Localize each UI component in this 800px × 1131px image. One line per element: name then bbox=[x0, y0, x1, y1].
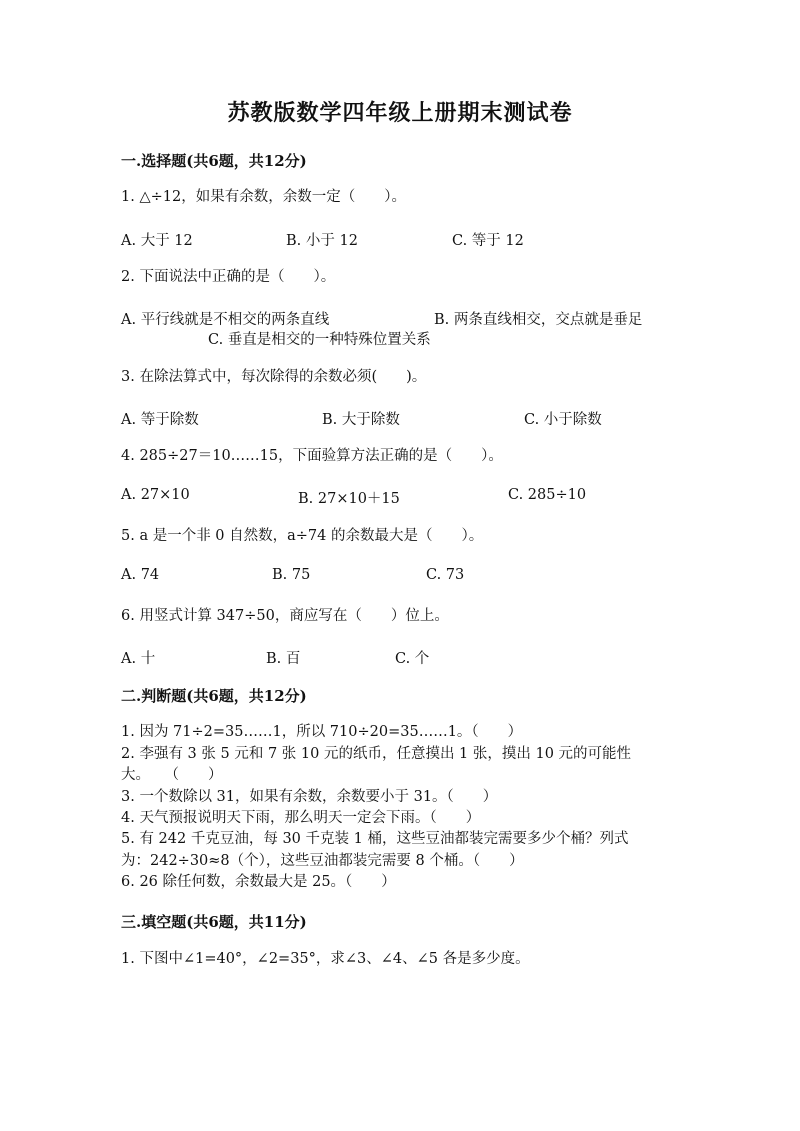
section-heading-judgment: 二.判断题(共6题，共12分) bbox=[121, 687, 307, 705]
question-1-option-a: A. 大于 12 bbox=[121, 233, 193, 249]
judgment-line-8: 6. 26 除任何数，余数最大是 25。（ ） bbox=[121, 874, 396, 890]
question-6-stem: 6. 用竖式计算 347÷50，商应写在（ ）位上。 bbox=[121, 608, 449, 624]
question-3-option-c: C. 小于除数 bbox=[524, 412, 602, 428]
question-1-stem: 1. △÷12，如果有余数，余数一定（ ）。 bbox=[121, 189, 406, 205]
judgment-line-4: 3. 一个数除以 31，如果有余数，余数要小于 31。（ ） bbox=[121, 789, 498, 805]
question-4-option-b: B. 27×10＋15 bbox=[298, 491, 400, 507]
fill-in-question-1: 1. 下图中∠1=40°，∠2=35°，求∠3、∠4、∠5 各是多少度。 bbox=[121, 951, 530, 967]
judgment-line-1: 1. 因为 71÷2=35……1，所以 710÷20=35……1。（ ） bbox=[121, 724, 523, 740]
question-6-option-a: A. 十 bbox=[121, 651, 156, 667]
judgment-line-5: 4. 天气预报说明天下雨，那么明天一定会下雨。（ ） bbox=[121, 810, 481, 826]
question-3-stem: 3. 在除法算式中，每次除得的余数必须( )。 bbox=[121, 369, 427, 385]
question-1-option-c: C. 等于 12 bbox=[452, 233, 524, 249]
question-2-option-c: C. 垂直是相交的一种特殊位置关系 bbox=[208, 332, 431, 348]
question-2-stem: 2. 下面说法中正确的是（ ）。 bbox=[121, 269, 336, 285]
judgment-line-7: 为：242÷30≈8（个），这些豆油都装完需要 8 个桶。（ ） bbox=[121, 853, 524, 869]
section-heading-fill-in: 三.填空题(共6题，共11分) bbox=[121, 913, 307, 931]
judgment-line-3: 大。 （ ） bbox=[121, 767, 223, 783]
question-6-option-b: B. 百 bbox=[266, 651, 301, 667]
question-4-option-c: C. 285÷10 bbox=[508, 487, 587, 503]
question-5-option-b: B. 75 bbox=[272, 567, 311, 583]
question-5-option-a: A. 74 bbox=[121, 567, 160, 583]
question-5-stem: 5. a 是一个非 0 自然数，a÷74 的余数最大是（ ）。 bbox=[121, 528, 484, 544]
question-3-option-b: B. 大于除数 bbox=[322, 412, 400, 428]
section-heading-choice: 一.选择题(共6题，共12分) bbox=[121, 152, 307, 170]
question-6-option-c: C. 个 bbox=[395, 651, 430, 667]
question-3-option-a: A. 等于除数 bbox=[121, 412, 199, 428]
question-4-stem: 4. 285÷27＝10……15，下面验算方法正确的是（ ）。 bbox=[121, 448, 503, 464]
judgment-line-6: 5. 有 242 千克豆油，每 30 千克装 1 桶，这些豆油都装完需要多少个桶？列式 bbox=[121, 831, 629, 847]
question-2-option-a: A. 平行线就是不相交的两条直线 bbox=[121, 312, 330, 328]
question-2-option-b: B. 两条直线相交，交点就是垂足 bbox=[434, 312, 643, 328]
judgment-line-2: 2. 李强有 3 张 5 元和 7 张 10 元的纸币，任意摸出 1 张，摸出 10 元的可能性 bbox=[121, 746, 632, 762]
question-5-option-c: C. 73 bbox=[426, 567, 465, 583]
question-4-option-a: A. 27×10 bbox=[121, 487, 190, 503]
question-1-option-b: B. 小于 12 bbox=[286, 233, 358, 249]
page-title: 苏教版数学四年级上册期末测试卷 bbox=[227, 100, 573, 126]
